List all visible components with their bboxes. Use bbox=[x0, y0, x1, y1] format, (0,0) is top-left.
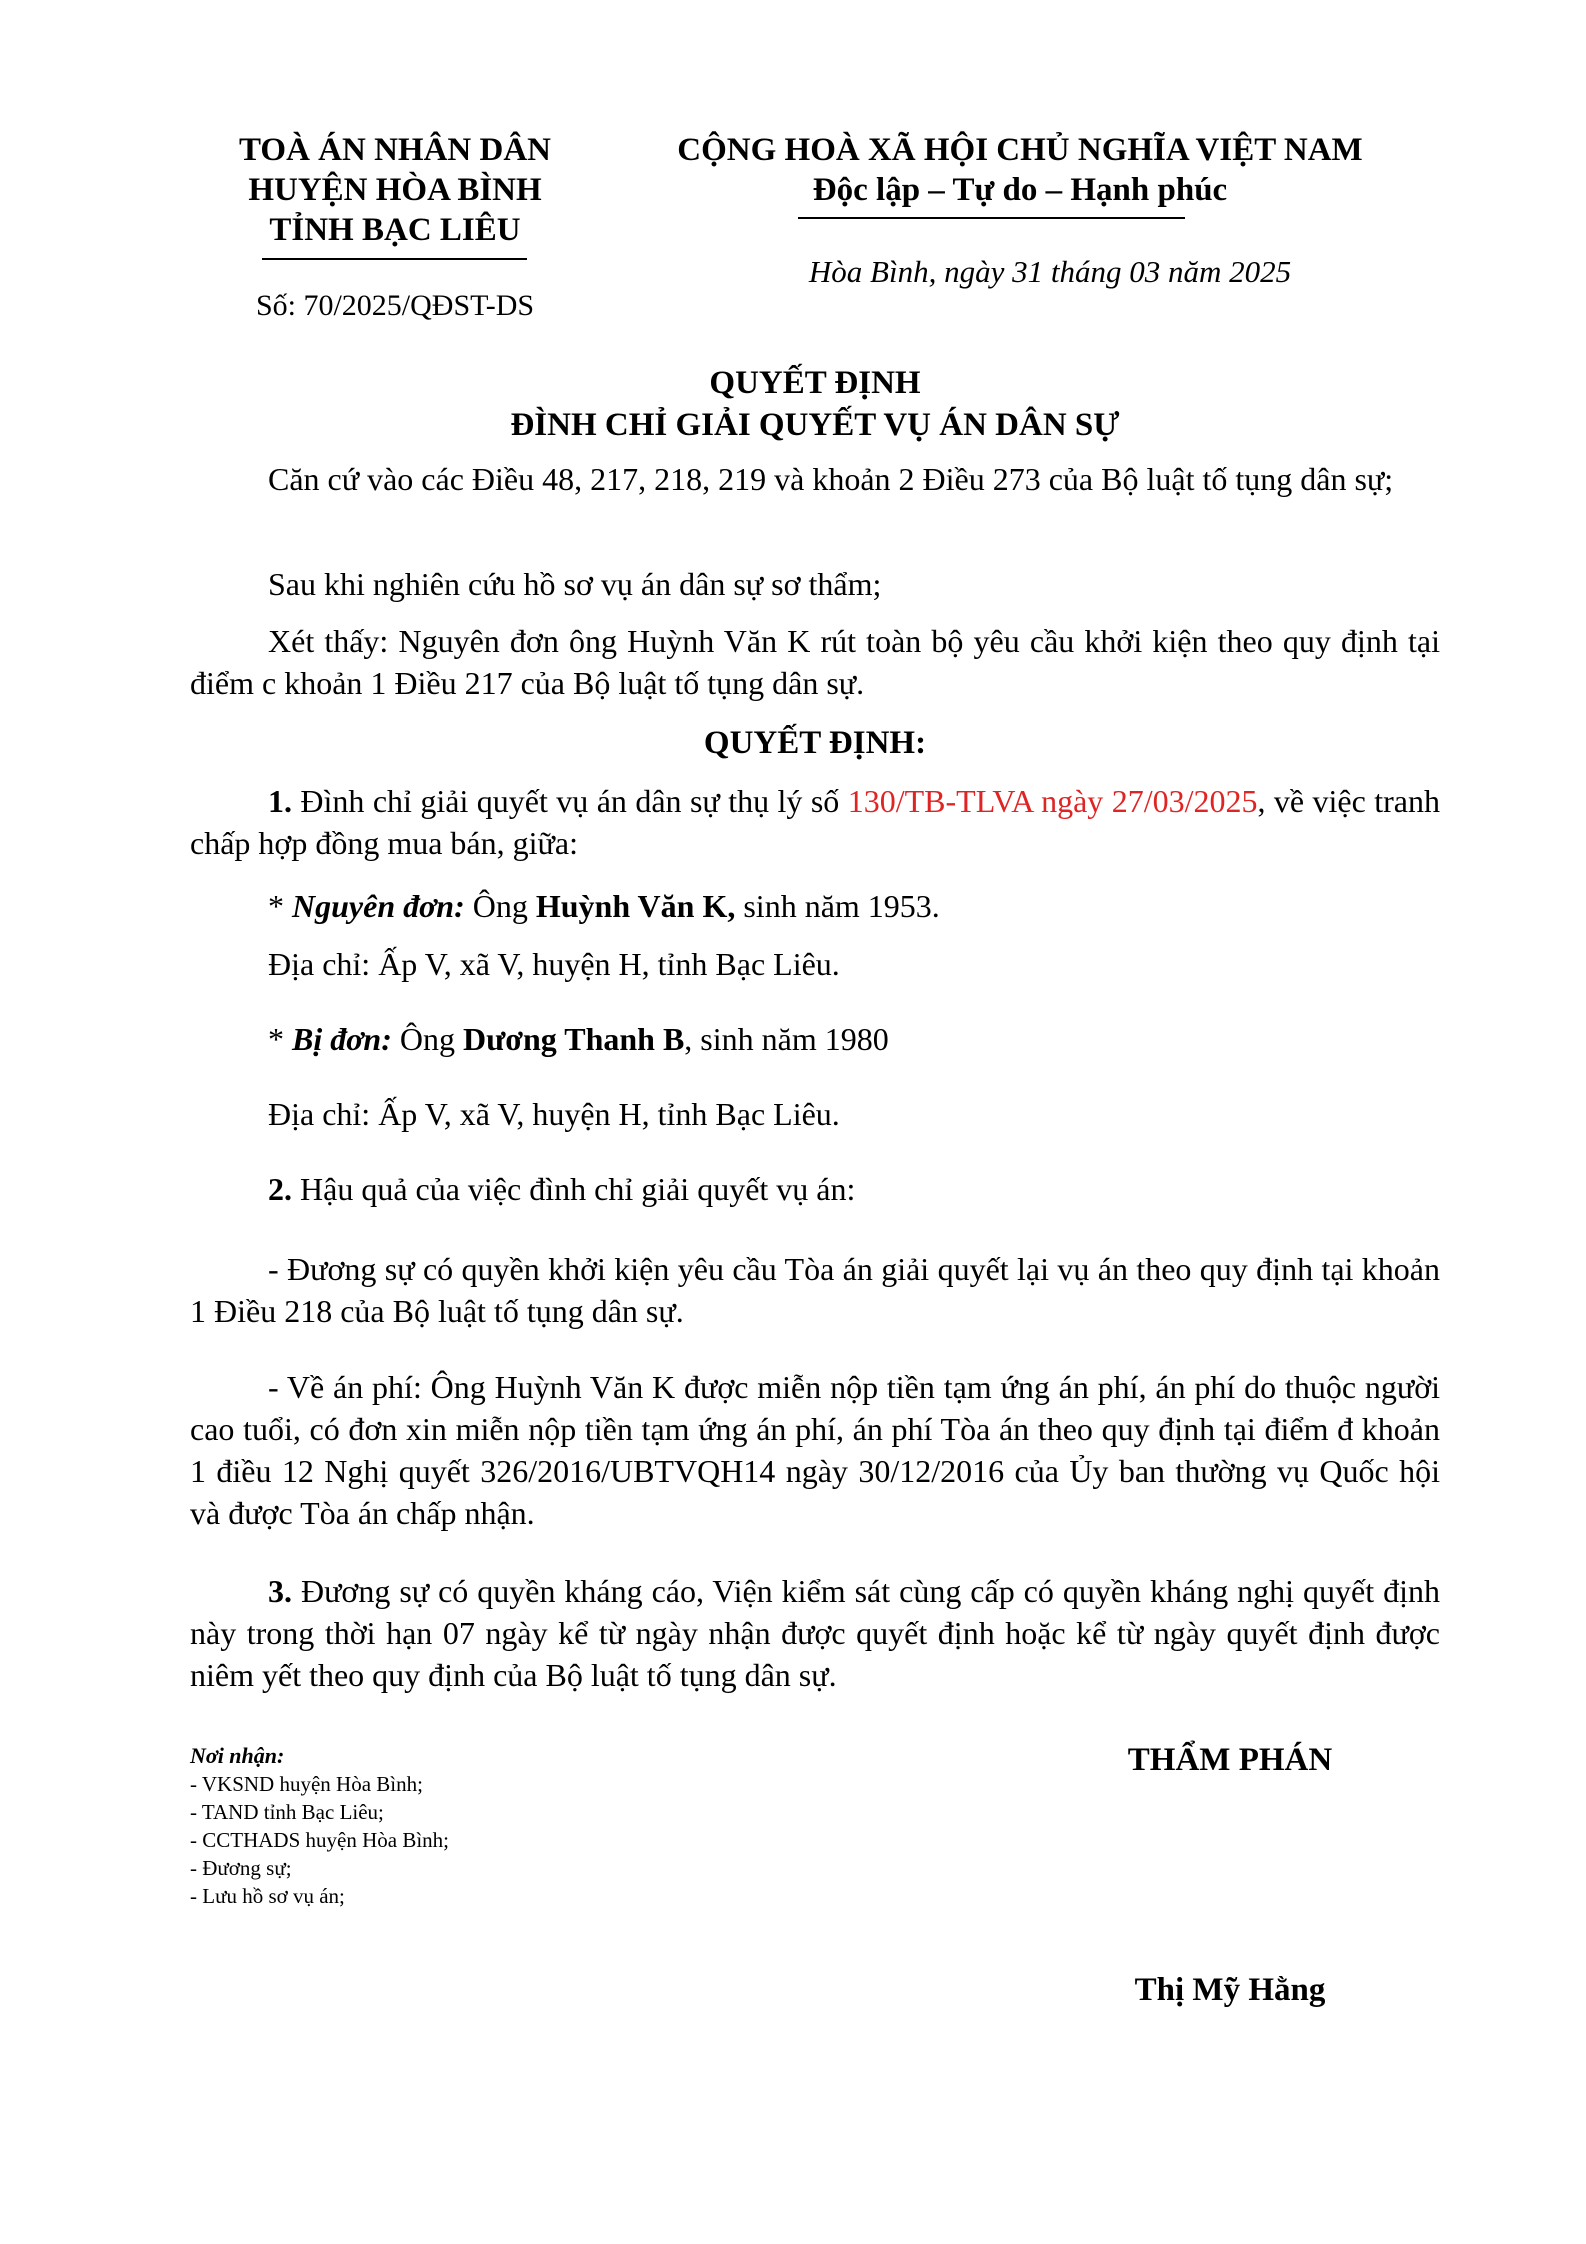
item-3-number: 3. bbox=[268, 1573, 292, 1609]
case-reference: 130/TB-TLVA ngày 27/03/2025 bbox=[847, 783, 1258, 819]
defendant-star: * bbox=[268, 1021, 292, 1057]
recipient-item: - CCTHADS huyện Hòa Bình; bbox=[190, 1828, 449, 1852]
decision-item-3 bbox=[190, 1570, 1440, 1696]
title-line-1: QUYẾT ĐỊNH bbox=[709, 365, 921, 401]
item-3-text: Đương sự có quyền kháng cáo, Viện kiểm sát cùng cấp có quyền kháng nghị quyết định này trong thời hạn 07 ngày kể từ ngày nhận được quyết định hoặc kể từ ngày quyết định được niêm yết theo quy định của Bộ luật tố tụng dân sự. bbox=[190, 1573, 1440, 1693]
item-1-text-b: , về việc tranh chấp hợp đồng mua bán, giữa: bbox=[190, 783, 1441, 861]
court-header-underline bbox=[262, 258, 527, 260]
nation-motto: Độc lập – Tự do – Hạnh phúc bbox=[812, 172, 1228, 208]
recipient-item: - VKSND huyện Hòa Bình; bbox=[190, 1772, 423, 1796]
court-line-1: TOÀ ÁN NHÂN DÂN bbox=[239, 132, 551, 168]
item-1-number: 1. bbox=[268, 783, 292, 819]
document-number: Số: 70/2025/QĐST-DS bbox=[255, 289, 535, 322]
item-2-number: 2. bbox=[268, 1171, 292, 1207]
court-line-2: HUYỆN HÒA BÌNH bbox=[248, 172, 542, 208]
recipients-title: Nơi nhận: bbox=[190, 1743, 285, 1768]
recipient-item: - Đương sự; bbox=[190, 1856, 292, 1880]
plaintiff-label: Nguyên đơn: bbox=[292, 888, 465, 924]
plaintiff-prefix: Ông bbox=[464, 888, 536, 924]
recipients-block bbox=[190, 1742, 790, 1910]
basis-paragraph-2: Sau khi nghiên cứu hồ sơ vụ án dân sự sơ thẩm; bbox=[268, 566, 882, 602]
judge-title: THẨM PHÁN bbox=[1127, 1742, 1333, 1778]
decision-heading: QUYẾT ĐỊNH: bbox=[703, 725, 927, 761]
issue-date: Hòa Bình, ngày 31 tháng 03 năm 2025 bbox=[808, 254, 1292, 289]
defendant-suffix: , sinh năm 1980 bbox=[684, 1021, 889, 1057]
defendant-label: Bị đơn: bbox=[292, 1021, 392, 1057]
document-title bbox=[190, 362, 1440, 446]
plaintiff-star: * bbox=[268, 888, 292, 924]
motto-underline bbox=[798, 217, 1185, 219]
plaintiff-address: Địa chỉ: Ấp V, xã V, huyện H, tỉnh Bạc Liêu. bbox=[268, 946, 840, 982]
decision-item-2 bbox=[190, 1168, 1440, 1210]
judge-name: Thị Mỹ Hằng bbox=[1134, 1972, 1326, 2008]
plaintiff-name: Huỳnh Văn K, bbox=[535, 888, 736, 924]
defendant-address: Địa chỉ: Ấp V, xã V, huyện H, tỉnh Bạc Liêu. bbox=[268, 1096, 840, 1132]
item-1-text-a: Đình chỉ giải quyết vụ án dân sự thụ lý số bbox=[292, 783, 848, 819]
basis-paragraph-1: Căn cứ vào các Điều 48, 217, 218, 219 và khoản 2 Điều 273 của Bộ luật tố tụng dân sự; bbox=[268, 461, 1394, 497]
consequence-bullet-2: - Về án phí: Ông Huỳnh Văn K được miễn nộp tiền tạm ứng án phí, án phí do thuộc người cao tuổi, có đơn xin miễn nộp tiền tạm ứng án phí, án phí Tòa án theo quy định tại điểm đ khoản 1 điều 12 Nghị quyết 326/2016/UBTVQH14 ngày 30/12/2016 của Ủy ban thường vụ Quốc hội và được Tòa án chấp nhận. bbox=[190, 1369, 1440, 1531]
item-2-text: Hậu quả của việc đình chỉ giải quyết vụ án: bbox=[292, 1171, 856, 1207]
court-line-3: TỈNH BẠC LIÊU bbox=[269, 212, 521, 248]
recipient-item: - TAND tỉnh Bạc Liêu; bbox=[190, 1800, 384, 1824]
plaintiff-line bbox=[190, 885, 1440, 927]
basis-paragraph-3: Xét thấy: Nguyên đơn ông Huỳnh Văn K rút toàn bộ yêu cầu khởi kiện theo quy định tại điểm c khoản 1 Điều 217 của Bộ luật tố tụng dân sự. bbox=[190, 623, 1440, 701]
recipient-item: - Lưu hồ sơ vụ án; bbox=[190, 1884, 345, 1908]
decision-item-1 bbox=[190, 780, 1440, 864]
defendant-name: Dương Thanh B bbox=[462, 1021, 685, 1057]
consequence-bullet-1: - Đương sự có quyền khởi kiện yêu cầu Tòa án giải quyết lại vụ án theo quy định tại khoản 1 Điều 218 của Bộ luật tố tụng dân sự. bbox=[190, 1251, 1440, 1329]
defendant-line bbox=[190, 1018, 1440, 1060]
plaintiff-suffix: sinh năm 1953. bbox=[735, 888, 940, 924]
nation-header bbox=[620, 130, 1420, 210]
defendant-prefix: Ông bbox=[391, 1021, 463, 1057]
title-line-2: ĐÌNH CHỈ GIẢI QUYẾT VỤ ÁN DÂN SỰ bbox=[510, 407, 1120, 443]
nation-name: CỘNG HOÀ XÃ HỘI CHỦ NGHĨA VIỆT NAM bbox=[677, 132, 1363, 168]
court-header bbox=[190, 130, 600, 250]
